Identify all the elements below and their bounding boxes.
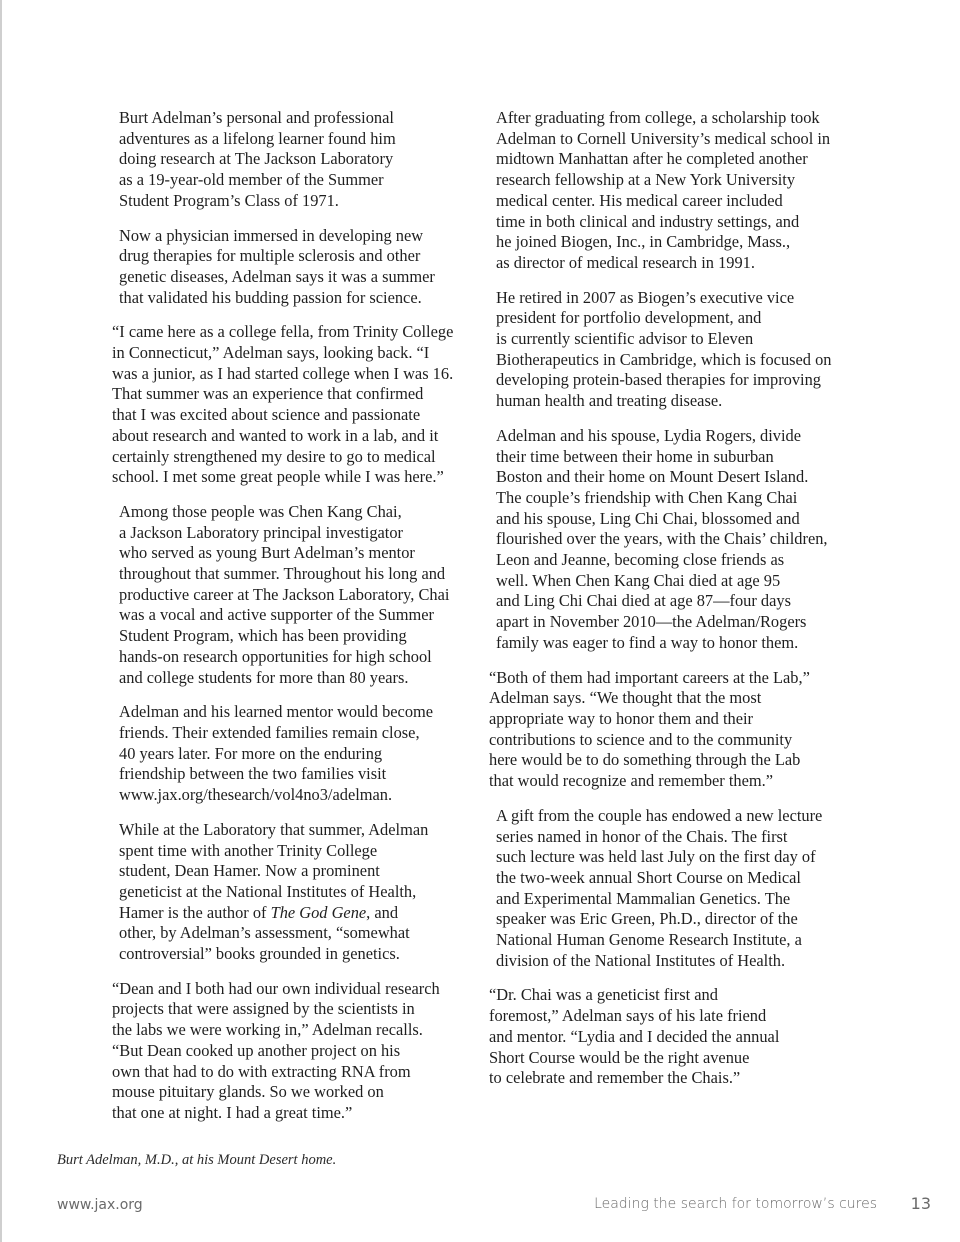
- article-paragraph: A gift from the couple has endowed a new lecture series named in honor of the Chais. The first such lecture was held last July on the first day of the two-week annual Short Course on Medical and Experimental Mammalian Genetics. The speaker was Eric Green, Ph.D., director of the National Human Genome Research Institute, a division of the National Institutes of Health.: [496, 805, 823, 970]
- article-paragraph: He retired in 2007 as Biogen’s executive vice president for portfolio development, and is currently scientific advisor to Eleven Biotherapeutics in Cambridge, which is focused on developing protein-based therapies for improving human health and treating disease.: [496, 287, 832, 411]
- article-paragraph: After graduating from college, a scholarship took Adelman to Cornell University’s medical school in midtown Manhattan after he completed another research fellowship at a New York University medical center. His medical career included time in both clinical and industry settings, and he joined Biogen, Inc., in Cambridge, Mass., as director of medical research in 1991.: [496, 108, 831, 272]
- paragraph-text-part: , and other, by Adelman’s assessment, “somewhat controversial” books grounded in genetics.: [119, 902, 410, 964]
- book-title: The God Gene: [270, 902, 367, 922]
- photo-caption: Burt Adelman, M.D., at his Mount Desert home.: [57, 1152, 337, 1168]
- article-quote-paragraph: “I came here as a college fella, from Trinity College in Connecticut,” Adelman says, looking back. “I was a junior, as I had started college when I was 16. That summer was an experience that confirmed that I was excited about science and passionate about research and wanted to work in a lab, and it certainly strengthened my desire to go to medical school. I met some great people while I was here.”: [112, 322, 454, 487]
- article-right-column: [489, 108, 851, 1103]
- article-paragraph: Now a physician immersed in developing new drug therapies for multiple sclerosis and other genetic diseases, Adelman says it was a summer that validated his budding passion for science.: [119, 225, 435, 307]
- page-number: 13: [910, 1194, 931, 1213]
- article-paragraph: Adelman and his learned mentor would become friends. Their extended families remain close, 40 years later. For more on the enduring friendship between the two families visit www.jax.org/thesearch/vol4no3/adelman.: [119, 702, 434, 805]
- article-paragraph: [119, 820, 472, 965]
- article-paragraph: Among those people was Chen Kang Chai, a Jackson Laboratory principal investigator who served as young Burt Adelman’s mentor throughout that summer. Throughout his long and productive career at The Jackson Laboratory, Chai was a vocal and active supporter of the Summer Student Program, which has been providing hands-on research opportunities for high school and college students for more than 80 years.: [119, 501, 450, 687]
- footer-tagline: Leading the search for tomorrow’s cures: [594, 1196, 877, 1212]
- article-quote-paragraph: “Dean and I both had our own individual research projects that were assigned by the scientists in the labs we were working in,” Adelman recalls. “But Dean cooked up another project on his own that had to do with extracting RNA from mouse pituitary glands. So we worked on that one at night. I had a great time.”: [112, 978, 440, 1122]
- page-edge-rule: [0, 0, 2, 1242]
- article-quote-paragraph: “Both of them had important careers at the Lab,” Adelman says. “We thought that the most appropriate way to honor them and their contributions to science and to the community here would be to do something through the Lab that would recognize and remember them.”: [489, 667, 810, 791]
- footer-website-link[interactable]: www.jax.org: [57, 1197, 143, 1213]
- article-paragraph: Adelman and his spouse, Lydia Rogers, divide their time between their home in suburban Boston and their home on Mount Desert Island. The couple’s friendship with Chen Kang Chai and his spouse, Ling Chi Chai, blossomed and flourished over the years, with the Chais’ children, Leon and Jeanne, becoming close friends as well. When Chen Kang Chai died at age 95 and Ling Chi Chai died at age 87—four days apart in November 2010—the Adelman/Rogers family was eager to find a way to honor them.: [496, 425, 828, 652]
- article-quote-paragraph: “Dr. Chai was a geneticist first and foremost,” Adelman says of his late friend and mentor. “Lydia and I decided the annual Short Course would be the right avenue to celebrate and remember the Chais.”: [489, 985, 780, 1088]
- paragraph-text-part: While at the Laboratory that summer, Adelman spent time with another Trinity College student, Dean Hamer. Now a prominent geneticist at the National Institutes of Health, Hamer is the author of: [119, 819, 429, 922]
- article-paragraph: Burt Adelman’s personal and professional adventures as a lifelong learner found him doing research at The Jackson Laboratory as a 19-year-old member of the Summer Student Program’s Class of 1971.: [119, 108, 396, 210]
- article-left-column: [112, 108, 472, 1138]
